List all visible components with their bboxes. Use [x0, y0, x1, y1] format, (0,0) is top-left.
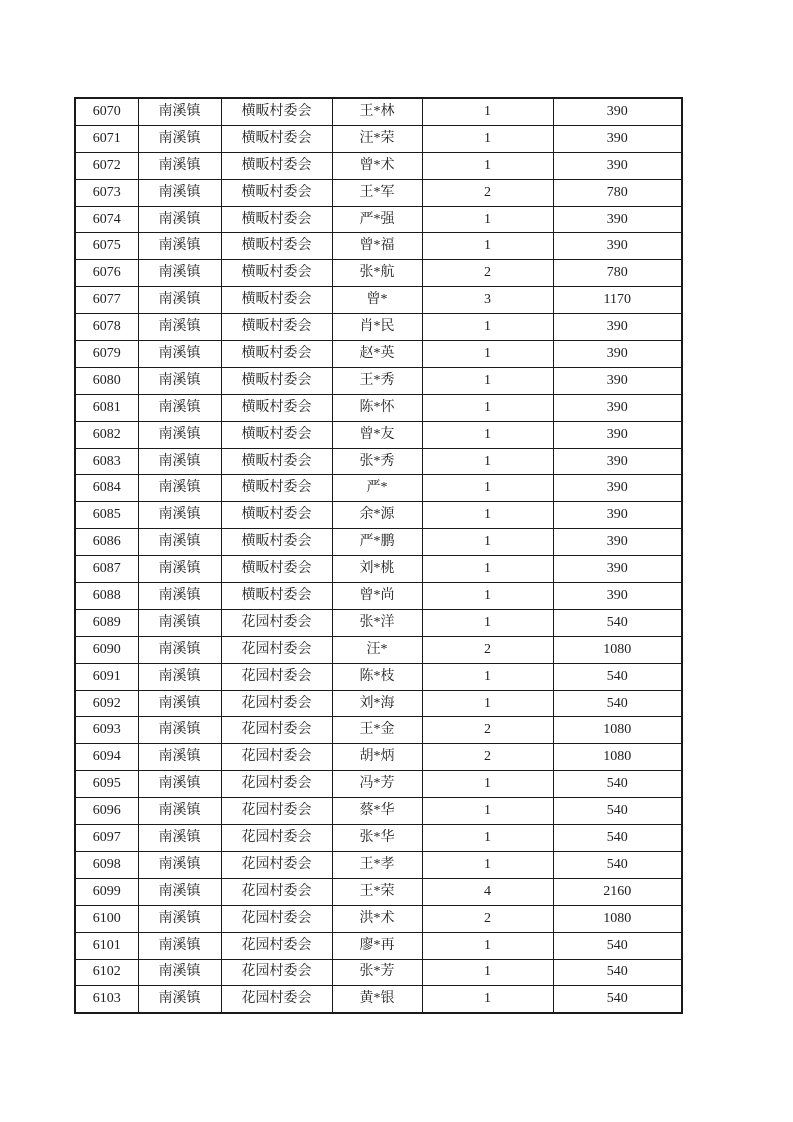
table-cell-name: 曾*友	[332, 421, 422, 448]
table-row	[75, 932, 682, 959]
table-cell-amount: 390	[553, 448, 682, 475]
table-cell-count: 1	[422, 663, 553, 690]
table-cell-village: 横畈村委会	[221, 583, 332, 610]
table-cell-town: 南溪镇	[138, 905, 221, 932]
table-cell-town: 南溪镇	[138, 206, 221, 233]
table-cell-name: 张*华	[332, 825, 422, 852]
table-row	[75, 663, 682, 690]
table-cell-amount: 780	[553, 260, 682, 287]
table-cell-village: 花园村委会	[221, 771, 332, 798]
payment-table	[74, 97, 683, 1014]
table-cell-name: 王*林	[332, 98, 422, 125]
table-cell-id: 6100	[75, 905, 138, 932]
table-cell-id: 6098	[75, 851, 138, 878]
table-cell-village: 横畈村委会	[221, 367, 332, 394]
table-cell-amount: 390	[553, 502, 682, 529]
table-row	[75, 851, 682, 878]
table-cell-count: 1	[422, 529, 553, 556]
table-cell-town: 南溪镇	[138, 851, 221, 878]
table-cell-village: 花园村委会	[221, 825, 332, 852]
table-cell-id: 6097	[75, 825, 138, 852]
table-row	[75, 690, 682, 717]
table-cell-count: 1	[422, 421, 553, 448]
table-cell-id: 6087	[75, 556, 138, 583]
table-cell-amount: 2160	[553, 878, 682, 905]
table-cell-amount: 390	[553, 314, 682, 341]
table-cell-count: 1	[422, 502, 553, 529]
table-cell-town: 南溪镇	[138, 556, 221, 583]
table-cell-count: 1	[422, 233, 553, 260]
table-cell-amount: 390	[553, 233, 682, 260]
table-row	[75, 905, 682, 932]
table-cell-amount: 540	[553, 609, 682, 636]
table-cell-name: 曾*福	[332, 233, 422, 260]
table-cell-count: 4	[422, 878, 553, 905]
table-row	[75, 421, 682, 448]
table-cell-name: 严*	[332, 475, 422, 502]
table-cell-id: 6073	[75, 179, 138, 206]
table-cell-id: 6101	[75, 932, 138, 959]
table-cell-village: 花园村委会	[221, 690, 332, 717]
table-cell-town: 南溪镇	[138, 502, 221, 529]
table-cell-count: 1	[422, 932, 553, 959]
table-cell-count: 3	[422, 287, 553, 314]
table-cell-name: 汪*荣	[332, 125, 422, 152]
table-cell-town: 南溪镇	[138, 690, 221, 717]
table-cell-village: 横畈村委会	[221, 260, 332, 287]
table-row	[75, 341, 682, 368]
table-cell-village: 横畈村委会	[221, 314, 332, 341]
table-cell-village: 横畈村委会	[221, 394, 332, 421]
table-row	[75, 206, 682, 233]
table-cell-town: 南溪镇	[138, 475, 221, 502]
table-cell-village: 横畈村委会	[221, 448, 332, 475]
table-cell-id: 6103	[75, 986, 138, 1013]
table-cell-name: 曾*尚	[332, 583, 422, 610]
table-cell-count: 1	[422, 394, 553, 421]
table-cell-village: 横畈村委会	[221, 152, 332, 179]
table-row	[75, 179, 682, 206]
table-cell-id: 6094	[75, 744, 138, 771]
table-cell-village: 横畈村委会	[221, 98, 332, 125]
payment-table-body	[75, 98, 682, 1013]
table-cell-village: 横畈村委会	[221, 421, 332, 448]
table-cell-id: 6090	[75, 636, 138, 663]
table-cell-amount: 390	[553, 152, 682, 179]
table-cell-id: 6075	[75, 233, 138, 260]
table-cell-village: 花园村委会	[221, 932, 332, 959]
table-cell-village: 横畈村委会	[221, 125, 332, 152]
table-cell-town: 南溪镇	[138, 636, 221, 663]
table-cell-count: 1	[422, 448, 553, 475]
table-cell-name: 洪*术	[332, 905, 422, 932]
table-cell-amount: 390	[553, 583, 682, 610]
table-cell-village: 横畈村委会	[221, 556, 332, 583]
table-cell-id: 6096	[75, 798, 138, 825]
table-cell-village: 横畈村委会	[221, 475, 332, 502]
table-cell-name: 肖*民	[332, 314, 422, 341]
table-cell-count: 1	[422, 851, 553, 878]
table-cell-id: 6082	[75, 421, 138, 448]
table-cell-count: 1	[422, 825, 553, 852]
table-cell-village: 横畈村委会	[221, 341, 332, 368]
table-cell-town: 南溪镇	[138, 798, 221, 825]
table-cell-amount: 540	[553, 959, 682, 986]
table-cell-name: 王*秀	[332, 367, 422, 394]
table-cell-name: 张*秀	[332, 448, 422, 475]
table-cell-village: 花园村委会	[221, 905, 332, 932]
table-row	[75, 367, 682, 394]
table-cell-town: 南溪镇	[138, 717, 221, 744]
table-cell-count: 1	[422, 98, 553, 125]
table-cell-town: 南溪镇	[138, 825, 221, 852]
table-cell-name: 王*荣	[332, 878, 422, 905]
table-cell-town: 南溪镇	[138, 448, 221, 475]
table-cell-id: 6071	[75, 125, 138, 152]
table-cell-town: 南溪镇	[138, 421, 221, 448]
table-row	[75, 636, 682, 663]
table-cell-village: 花园村委会	[221, 663, 332, 690]
table-cell-name: 汪*	[332, 636, 422, 663]
table-cell-town: 南溪镇	[138, 341, 221, 368]
table-cell-town: 南溪镇	[138, 314, 221, 341]
table-cell-count: 1	[422, 690, 553, 717]
table-cell-amount: 780	[553, 179, 682, 206]
table-cell-amount: 540	[553, 798, 682, 825]
table-cell-id: 6081	[75, 394, 138, 421]
table-cell-count: 1	[422, 556, 553, 583]
table-cell-name: 严*强	[332, 206, 422, 233]
table-cell-village: 花园村委会	[221, 717, 332, 744]
table-cell-name: 余*源	[332, 502, 422, 529]
table-cell-village: 花园村委会	[221, 878, 332, 905]
table-cell-amount: 390	[553, 206, 682, 233]
table-cell-count: 2	[422, 717, 553, 744]
table-cell-id: 6074	[75, 206, 138, 233]
table-cell-amount: 390	[553, 125, 682, 152]
table-cell-id: 6089	[75, 609, 138, 636]
table-cell-name: 刘*海	[332, 690, 422, 717]
table-cell-village: 花园村委会	[221, 798, 332, 825]
table-cell-id: 6088	[75, 583, 138, 610]
table-cell-town: 南溪镇	[138, 529, 221, 556]
table-cell-count: 1	[422, 771, 553, 798]
table-row	[75, 798, 682, 825]
table-row	[75, 771, 682, 798]
table-cell-amount: 390	[553, 421, 682, 448]
table-cell-town: 南溪镇	[138, 609, 221, 636]
table-row	[75, 394, 682, 421]
table-cell-amount: 540	[553, 932, 682, 959]
table-cell-id: 6072	[75, 152, 138, 179]
table-row	[75, 287, 682, 314]
table-cell-village: 花园村委会	[221, 959, 332, 986]
table-cell-amount: 1080	[553, 717, 682, 744]
table-cell-name: 冯*芳	[332, 771, 422, 798]
table-cell-count: 2	[422, 179, 553, 206]
table-cell-name: 张*航	[332, 260, 422, 287]
table-cell-town: 南溪镇	[138, 394, 221, 421]
table-cell-count: 1	[422, 206, 553, 233]
table-row	[75, 125, 682, 152]
table-cell-town: 南溪镇	[138, 744, 221, 771]
table-cell-amount: 540	[553, 986, 682, 1013]
table-cell-id: 6076	[75, 260, 138, 287]
table-cell-amount: 540	[553, 663, 682, 690]
table-row	[75, 583, 682, 610]
table-cell-count: 1	[422, 986, 553, 1013]
table-cell-count: 1	[422, 367, 553, 394]
table-cell-count: 1	[422, 583, 553, 610]
table-cell-count: 2	[422, 260, 553, 287]
table-row	[75, 959, 682, 986]
table-cell-name: 廖*再	[332, 932, 422, 959]
table-cell-town: 南溪镇	[138, 932, 221, 959]
table-row	[75, 475, 682, 502]
table-cell-id: 6083	[75, 448, 138, 475]
table-cell-id: 6095	[75, 771, 138, 798]
table-cell-village: 花园村委会	[221, 986, 332, 1013]
table-cell-name: 严*鹏	[332, 529, 422, 556]
table-cell-count: 1	[422, 609, 553, 636]
table-cell-town: 南溪镇	[138, 771, 221, 798]
table-cell-town: 南溪镇	[138, 287, 221, 314]
table-row	[75, 717, 682, 744]
table-cell-village: 横畈村委会	[221, 179, 332, 206]
table-cell-name: 曾*	[332, 287, 422, 314]
table-row	[75, 233, 682, 260]
table-cell-name: 曾*术	[332, 152, 422, 179]
table-cell-town: 南溪镇	[138, 233, 221, 260]
table-cell-amount: 1080	[553, 636, 682, 663]
table-cell-amount: 1170	[553, 287, 682, 314]
table-cell-town: 南溪镇	[138, 986, 221, 1013]
table-cell-name: 陈*怀	[332, 394, 422, 421]
table-cell-id: 6077	[75, 287, 138, 314]
table-cell-id: 6099	[75, 878, 138, 905]
table-cell-id: 6070	[75, 98, 138, 125]
table-cell-count: 1	[422, 125, 553, 152]
table-row	[75, 98, 682, 125]
table-cell-name: 张*芳	[332, 959, 422, 986]
table-cell-name: 蔡*华	[332, 798, 422, 825]
table-row	[75, 448, 682, 475]
table-cell-amount: 540	[553, 825, 682, 852]
table-cell-village: 横畈村委会	[221, 206, 332, 233]
table-cell-id: 6078	[75, 314, 138, 341]
table-cell-amount: 390	[553, 529, 682, 556]
table-cell-town: 南溪镇	[138, 959, 221, 986]
table-cell-village: 花园村委会	[221, 744, 332, 771]
table-cell-name: 黄*银	[332, 986, 422, 1013]
table-row	[75, 986, 682, 1013]
table-cell-count: 1	[422, 314, 553, 341]
table-cell-name: 刘*桃	[332, 556, 422, 583]
table-cell-town: 南溪镇	[138, 98, 221, 125]
table-cell-id: 6092	[75, 690, 138, 717]
table-cell-amount: 1080	[553, 905, 682, 932]
table-cell-count: 2	[422, 744, 553, 771]
table-cell-amount: 390	[553, 475, 682, 502]
table-cell-name: 王*金	[332, 717, 422, 744]
table-cell-amount: 390	[553, 341, 682, 368]
table-cell-name: 王*军	[332, 179, 422, 206]
table-cell-village: 横畈村委会	[221, 233, 332, 260]
table-cell-amount: 540	[553, 851, 682, 878]
table-row	[75, 502, 682, 529]
table-cell-town: 南溪镇	[138, 367, 221, 394]
table-cell-town: 南溪镇	[138, 125, 221, 152]
table-cell-count: 1	[422, 959, 553, 986]
table-cell-name: 赵*英	[332, 341, 422, 368]
table-cell-count: 1	[422, 475, 553, 502]
table-cell-town: 南溪镇	[138, 663, 221, 690]
table-cell-village: 花园村委会	[221, 851, 332, 878]
table-cell-amount: 390	[553, 394, 682, 421]
table-cell-count: 1	[422, 798, 553, 825]
table-cell-count: 2	[422, 636, 553, 663]
table-row	[75, 529, 682, 556]
table-cell-amount: 390	[553, 556, 682, 583]
table-cell-count: 1	[422, 152, 553, 179]
table-cell-village: 横畈村委会	[221, 529, 332, 556]
table-cell-name: 陈*枝	[332, 663, 422, 690]
table-cell-id: 6102	[75, 959, 138, 986]
table-cell-town: 南溪镇	[138, 260, 221, 287]
table-cell-id: 6084	[75, 475, 138, 502]
table-cell-village: 花园村委会	[221, 609, 332, 636]
table-cell-id: 6085	[75, 502, 138, 529]
table-cell-amount: 390	[553, 367, 682, 394]
table-row	[75, 152, 682, 179]
table-cell-town: 南溪镇	[138, 878, 221, 905]
table-cell-town: 南溪镇	[138, 179, 221, 206]
table-cell-count: 1	[422, 341, 553, 368]
table-cell-id: 6080	[75, 367, 138, 394]
table-row	[75, 260, 682, 287]
table-row	[75, 825, 682, 852]
table-cell-amount: 540	[553, 690, 682, 717]
table-row	[75, 878, 682, 905]
table-cell-village: 横畈村委会	[221, 287, 332, 314]
table-row	[75, 744, 682, 771]
table-cell-amount: 1080	[553, 744, 682, 771]
table-cell-name: 张*洋	[332, 609, 422, 636]
table-cell-name: 胡*炳	[332, 744, 422, 771]
table-cell-amount: 390	[553, 98, 682, 125]
table-row	[75, 609, 682, 636]
table-cell-id: 6086	[75, 529, 138, 556]
table-cell-id: 6091	[75, 663, 138, 690]
table-cell-id: 6079	[75, 341, 138, 368]
table-cell-id: 6093	[75, 717, 138, 744]
table-cell-name: 王*孝	[332, 851, 422, 878]
table-cell-village: 花园村委会	[221, 636, 332, 663]
table-cell-town: 南溪镇	[138, 583, 221, 610]
table-cell-amount: 540	[553, 771, 682, 798]
table-row	[75, 556, 682, 583]
table-row	[75, 314, 682, 341]
table-cell-town: 南溪镇	[138, 152, 221, 179]
table-cell-count: 2	[422, 905, 553, 932]
table-cell-village: 横畈村委会	[221, 502, 332, 529]
